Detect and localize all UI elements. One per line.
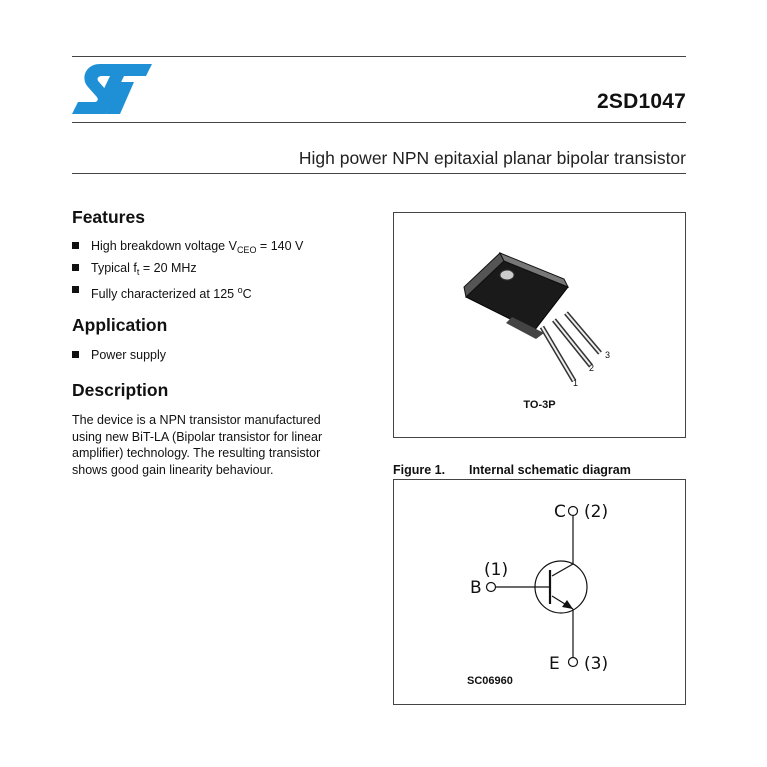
emitter-pin-label: (3)	[584, 654, 609, 674]
figure-number: Figure 1.	[393, 463, 446, 477]
description-heading: Description	[72, 380, 169, 400]
package-figure	[393, 212, 686, 438]
bullet-square-icon	[72, 264, 79, 271]
feature-item: Fully characterized at 125 $^o$C	[72, 282, 303, 304]
features-list	[72, 238, 303, 304]
schematic-figure	[393, 479, 686, 705]
npn-transistor-schematic-icon	[394, 480, 685, 704]
base-label: B	[470, 578, 482, 598]
features-heading: Features	[72, 207, 145, 227]
pin-3-label: 3	[605, 350, 611, 360]
subtitle-rule	[72, 173, 686, 174]
collector-label: C	[554, 502, 566, 522]
bullet-square-icon	[72, 351, 79, 358]
figure-title: Internal schematic diagram	[469, 463, 631, 477]
emitter-label: E	[549, 654, 560, 674]
part-number: 2SD1047	[597, 90, 686, 113]
feature-item: High breakdown voltage $V_{CEO} = 140$ V	[72, 238, 303, 260]
base-pin-label: (1)	[484, 560, 509, 580]
schematic-code: SC06960	[467, 675, 513, 687]
st-logo	[72, 62, 154, 116]
application-heading: Application	[72, 315, 168, 335]
header-rule	[72, 122, 686, 123]
pin-1-label: 1	[573, 378, 579, 388]
top-rule	[72, 56, 686, 57]
application-list	[72, 347, 166, 369]
package-label: TO-3P	[523, 399, 556, 411]
collector-pin-label: (2)	[584, 502, 609, 522]
application-item: Power supply	[72, 347, 166, 369]
bullet-square-icon	[72, 242, 79, 249]
pin-2-label: 2	[589, 363, 595, 373]
page-subtitle: High power NPN epitaxial planar bipolar transistor	[298, 148, 686, 168]
description-text: The device is a NPN transistor manufactured using new BiT-LA (Bipolar transistor for linear amplifier) technology. The resulting transistor shows good gain linearity behaviour.	[72, 413, 323, 477]
figure-caption	[393, 463, 631, 477]
feature-item: Typical $f_t = 20$ MHz	[72, 260, 303, 282]
bullet-square-icon	[72, 286, 79, 293]
